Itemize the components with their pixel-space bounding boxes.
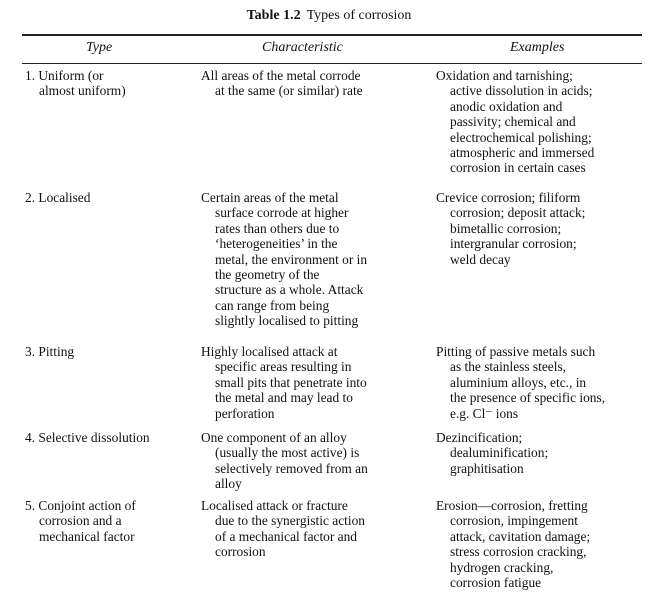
header-type: Type <box>86 40 113 55</box>
cell-line: corrosion in certain cases <box>450 160 586 176</box>
cell-line: metal, the environment or in <box>215 251 368 267</box>
cell-line: One component of an alloy <box>201 430 347 445</box>
cell-line: corrosion fatigue <box>450 575 542 591</box>
cell-line: anodic oxidation and <box>450 98 563 114</box>
cell-line: intergranular corrosion; <box>450 236 577 252</box>
cell-line: ‘heterogeneities’ in the <box>215 236 338 252</box>
cell-line: Oxidation and tarnishing; <box>436 68 573 83</box>
cell-line: rates than others due to <box>215 220 340 236</box>
cell-line: can range from being <box>215 297 330 313</box>
header-characteristic: Characteristic <box>262 40 343 55</box>
characteristic-cell <box>201 344 367 421</box>
cell-line: corrosion <box>215 544 266 560</box>
cell-line: the presence of specific ions, <box>450 390 606 406</box>
cell-line: Crevice corrosion; filiform <box>436 190 581 205</box>
cell-line: Highly localised attack at <box>201 344 338 359</box>
cell-line: Certain areas of the metal <box>201 190 339 205</box>
cell-line: the geometry of the <box>215 267 320 283</box>
cell-line: alloy <box>215 476 242 492</box>
cell-line: e.g. Cl⁻ ions <box>450 405 519 421</box>
cell-line: 3. Pitting <box>25 344 75 359</box>
cell-line: aluminium alloys, etc., in <box>450 374 587 390</box>
characteristic-cell <box>201 430 368 492</box>
type-cell <box>25 68 126 99</box>
cell-line: mechanical factor <box>39 528 135 544</box>
cell-line: at the same (or similar) rate <box>215 83 363 99</box>
cell-line: atmospheric and immersed <box>450 145 595 161</box>
cell-line: slightly localised to pitting <box>215 313 359 329</box>
cell-line: corrosion; deposit attack; <box>450 205 586 221</box>
examples-cell <box>436 344 605 421</box>
characteristic-cell <box>201 68 363 99</box>
cell-line: stress corrosion cracking, <box>450 544 587 560</box>
cell-line: active dissolution in acids; <box>450 83 593 99</box>
type-cell <box>25 498 136 544</box>
type-cell <box>25 344 74 359</box>
table-caption <box>0 8 658 24</box>
cell-line: of a mechanical factor and <box>215 528 358 544</box>
examples-cell <box>436 68 594 176</box>
header-rule <box>22 63 642 64</box>
cell-line: graphitisation <box>450 460 524 476</box>
type-cell <box>25 190 90 205</box>
examples-cell <box>436 498 590 590</box>
cell-line: Erosion—corrosion, fretting <box>436 498 588 513</box>
cell-line: 5. Conjoint action of <box>25 498 136 513</box>
cell-line: attack, cavitation damage; <box>450 528 591 544</box>
examples-cell <box>436 430 548 476</box>
top-rule <box>22 34 642 36</box>
cell-line: almost uniform) <box>39 83 126 99</box>
cell-line: structure as a whole. Attack <box>215 282 364 298</box>
cell-line: specific areas resulting in <box>215 359 352 375</box>
cell-line: 1. Uniform (or <box>25 68 104 83</box>
cell-line: 2. Localised <box>25 190 91 205</box>
cell-line: Pitting of passive metals such <box>436 344 596 359</box>
cell-line: electrochemical polishing; <box>450 129 592 145</box>
characteristic-cell <box>201 190 367 329</box>
cell-line: 4. Selective dissolution <box>25 430 150 445</box>
cell-line: weld decay <box>450 251 511 267</box>
table-number: Table 1.2 <box>246 8 301 23</box>
type-cell <box>25 430 150 445</box>
cell-line: surface corrode at higher <box>215 205 349 221</box>
cell-line: (usually the most active) is <box>215 445 360 461</box>
cell-line: dealuminification; <box>450 445 549 461</box>
cell-line: corrosion and a <box>39 513 122 529</box>
cell-line: Localised attack or fracture <box>201 498 348 513</box>
cell-line: hydrogen cracking, <box>450 559 554 575</box>
cell-line: All areas of the metal corrode <box>201 68 361 83</box>
cell-line: bimetallic corrosion; <box>450 220 562 236</box>
cell-line: passivity; chemical and <box>450 114 576 130</box>
examples-cell <box>436 190 585 267</box>
cell-line: small pits that penetrate into <box>215 374 367 390</box>
cell-line: corrosion, impingement <box>450 513 578 529</box>
table-title: Types of corrosion <box>306 8 412 23</box>
cell-line: perforation <box>215 405 275 421</box>
cell-line: the metal and may lead to <box>215 390 353 406</box>
cell-line: due to the synergistic action <box>215 513 365 529</box>
cell-line: selectively removed from an <box>215 460 368 476</box>
characteristic-cell <box>201 498 365 560</box>
header-examples: Examples <box>510 40 565 55</box>
cell-line: Dezincification; <box>436 430 523 445</box>
cell-line: as the stainless steels, <box>450 359 567 375</box>
